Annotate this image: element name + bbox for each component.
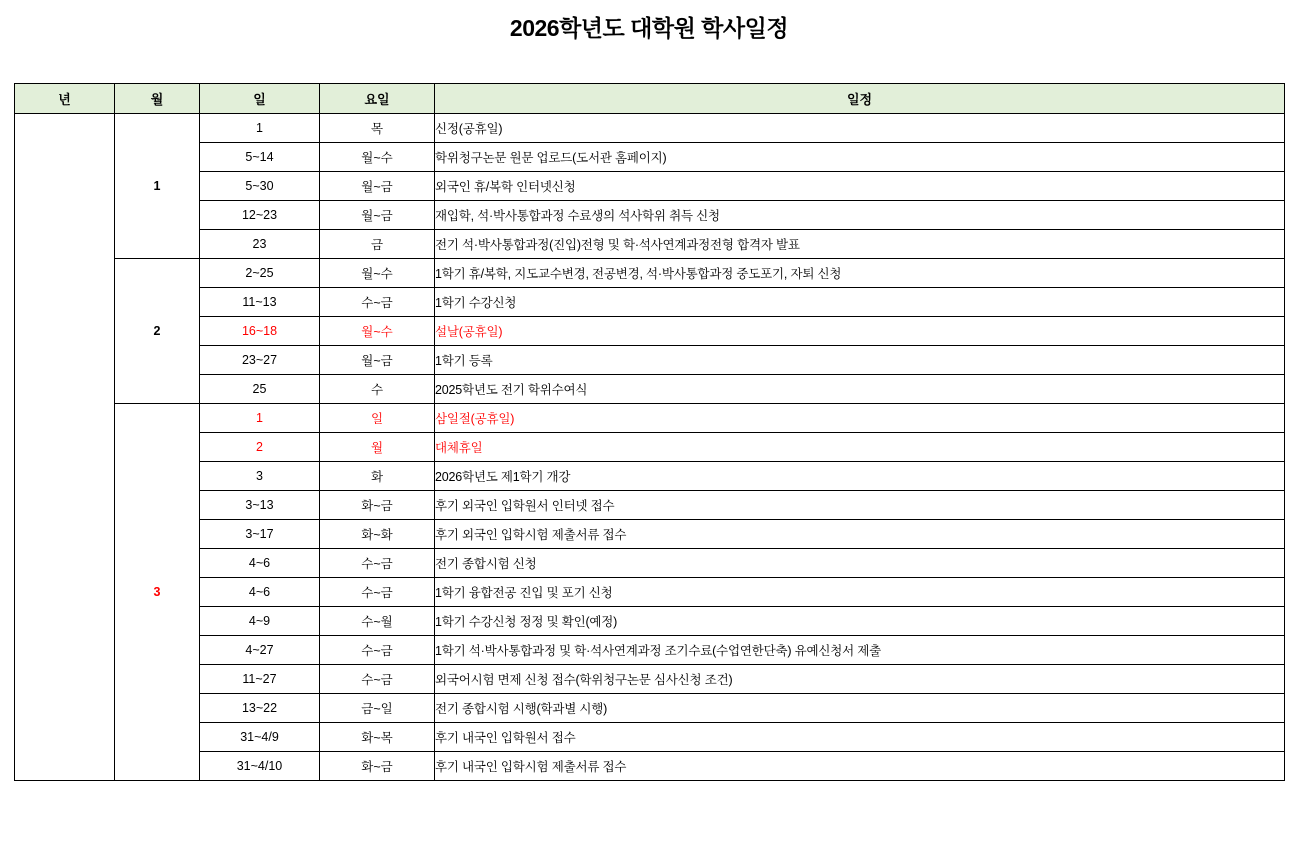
table-row bbox=[15, 578, 1285, 607]
table-row bbox=[15, 201, 1285, 230]
day-cell: 3~13 bbox=[200, 491, 320, 520]
weekday-cell: 금 bbox=[320, 230, 435, 259]
event-cell: 전기 종합시험 신청 bbox=[435, 549, 1285, 578]
month-cell: 3 bbox=[115, 404, 200, 781]
day-cell: 11~27 bbox=[200, 665, 320, 694]
month-cell: 2 bbox=[115, 259, 200, 404]
event-cell: 학위청구논문 원문 업로드(도서관 홈페이지) bbox=[435, 143, 1285, 172]
day-cell: 1 bbox=[200, 114, 320, 143]
weekday-cell: 화~금 bbox=[320, 752, 435, 781]
event-cell: 후기 외국인 입학시험 제출서류 접수 bbox=[435, 520, 1285, 549]
day-cell: 13~22 bbox=[200, 694, 320, 723]
weekday-cell: 월~금 bbox=[320, 201, 435, 230]
event-cell: 신정(공휴일) bbox=[435, 114, 1285, 143]
table-row bbox=[15, 723, 1285, 752]
event-cell: 1학기 휴/복학, 지도교수변경, 전공변경, 석·박사통합과정 중도포기, 자퇴 신청 bbox=[435, 259, 1285, 288]
day-cell: 25 bbox=[200, 375, 320, 404]
weekday-cell: 월~수 bbox=[320, 143, 435, 172]
table-row bbox=[15, 636, 1285, 665]
event-cell: 삼일절(공휴일) bbox=[435, 404, 1285, 433]
column-header-weekday: 요일 bbox=[320, 84, 435, 114]
weekday-cell: 월~수 bbox=[320, 317, 435, 346]
day-cell: 2 bbox=[200, 433, 320, 462]
event-cell: 전기 종합시험 시행(학과별 시행) bbox=[435, 694, 1285, 723]
day-cell: 16~18 bbox=[200, 317, 320, 346]
weekday-cell: 화~금 bbox=[320, 491, 435, 520]
day-cell: 1 bbox=[200, 404, 320, 433]
table-row bbox=[15, 752, 1285, 781]
weekday-cell: 수~금 bbox=[320, 636, 435, 665]
table-row bbox=[15, 549, 1285, 578]
table-row bbox=[15, 665, 1285, 694]
column-header-event: 일정 bbox=[435, 84, 1285, 114]
weekday-cell: 수~금 bbox=[320, 665, 435, 694]
weekday-cell: 화~화 bbox=[320, 520, 435, 549]
table-row bbox=[15, 288, 1285, 317]
table-row bbox=[15, 694, 1285, 723]
event-cell: 후기 내국인 입학시험 제출서류 접수 bbox=[435, 752, 1285, 781]
day-cell: 3~17 bbox=[200, 520, 320, 549]
weekday-cell: 화 bbox=[320, 462, 435, 491]
table-header-row bbox=[15, 84, 1285, 114]
weekday-cell: 월 bbox=[320, 433, 435, 462]
table-row bbox=[15, 317, 1285, 346]
table-row bbox=[15, 259, 1285, 288]
event-cell: 1학기 등록 bbox=[435, 346, 1285, 375]
weekday-cell: 금~일 bbox=[320, 694, 435, 723]
weekday-cell: 월~금 bbox=[320, 346, 435, 375]
table-row bbox=[15, 520, 1285, 549]
day-cell: 31~4/10 bbox=[200, 752, 320, 781]
table-row bbox=[15, 462, 1285, 491]
table-body bbox=[15, 114, 1285, 781]
event-cell: 외국인 휴/복학 인터넷신청 bbox=[435, 172, 1285, 201]
day-cell: 11~13 bbox=[200, 288, 320, 317]
weekday-cell: 수~금 bbox=[320, 288, 435, 317]
year-cell bbox=[15, 114, 115, 781]
event-cell: 1학기 수강신청 bbox=[435, 288, 1285, 317]
day-cell: 4~27 bbox=[200, 636, 320, 665]
event-cell: 대체휴일 bbox=[435, 433, 1285, 462]
weekday-cell: 화~목 bbox=[320, 723, 435, 752]
column-header-day: 일 bbox=[200, 84, 320, 114]
column-header-month: 월 bbox=[115, 84, 200, 114]
academic-calendar-table bbox=[14, 83, 1285, 781]
day-cell: 12~23 bbox=[200, 201, 320, 230]
day-cell: 5~30 bbox=[200, 172, 320, 201]
page-title: 2026학년도 대학원 학사일정 bbox=[509, 15, 789, 41]
day-cell: 4~6 bbox=[200, 578, 320, 607]
weekday-cell: 월~금 bbox=[320, 172, 435, 201]
day-cell: 23~27 bbox=[200, 346, 320, 375]
weekday-cell: 월~수 bbox=[320, 259, 435, 288]
table-row bbox=[15, 172, 1285, 201]
table-header bbox=[15, 84, 1285, 114]
weekday-cell: 수~금 bbox=[320, 549, 435, 578]
table-row bbox=[15, 375, 1285, 404]
weekday-cell: 일 bbox=[320, 404, 435, 433]
month-cell: 1 bbox=[115, 114, 200, 259]
weekday-cell: 수 bbox=[320, 375, 435, 404]
weekday-cell: 목 bbox=[320, 114, 435, 143]
calendar-table-container bbox=[0, 83, 1298, 781]
table-row bbox=[15, 607, 1285, 636]
weekday-cell: 수~월 bbox=[320, 607, 435, 636]
event-cell: 외국어시험 면제 신청 접수(학위청구논문 심사신청 조건) bbox=[435, 665, 1285, 694]
event-cell: 재입학, 석·박사통합과정 수료생의 석사학위 취득 신청 bbox=[435, 201, 1285, 230]
table-row bbox=[15, 346, 1285, 375]
event-cell: 1학기 석·박사통합과정 및 학·석사연계과정 조기수료(수업연한단축) 유예신청서 제출 bbox=[435, 636, 1285, 665]
table-row bbox=[15, 404, 1285, 433]
day-cell: 5~14 bbox=[200, 143, 320, 172]
event-cell: 설날(공휴일) bbox=[435, 317, 1285, 346]
day-cell: 31~4/9 bbox=[200, 723, 320, 752]
day-cell: 4~6 bbox=[200, 549, 320, 578]
event-cell: 1학기 융합전공 진입 및 포기 신청 bbox=[435, 578, 1285, 607]
day-cell: 4~9 bbox=[200, 607, 320, 636]
table-row bbox=[15, 433, 1285, 462]
table-row bbox=[15, 491, 1285, 520]
event-cell: 2026학년도 제1학기 개강 bbox=[435, 462, 1285, 491]
event-cell: 전기 석·박사통합과정(진입)전형 및 학·석사연계과정전형 합격자 발표 bbox=[435, 230, 1285, 259]
table-row bbox=[15, 143, 1285, 172]
table-row bbox=[15, 230, 1285, 259]
weekday-cell: 수~금 bbox=[320, 578, 435, 607]
event-cell: 2025학년도 전기 학위수여식 bbox=[435, 375, 1285, 404]
column-header-year: 년 bbox=[15, 84, 115, 114]
day-cell: 3 bbox=[200, 462, 320, 491]
table-row bbox=[15, 114, 1285, 143]
day-cell: 2~25 bbox=[200, 259, 320, 288]
event-cell: 1학기 수강신청 정정 및 확인(예정) bbox=[435, 607, 1285, 636]
day-cell: 23 bbox=[200, 230, 320, 259]
event-cell: 후기 내국인 입학원서 접수 bbox=[435, 723, 1285, 752]
event-cell: 후기 외국인 입학원서 인터넷 접수 bbox=[435, 491, 1285, 520]
